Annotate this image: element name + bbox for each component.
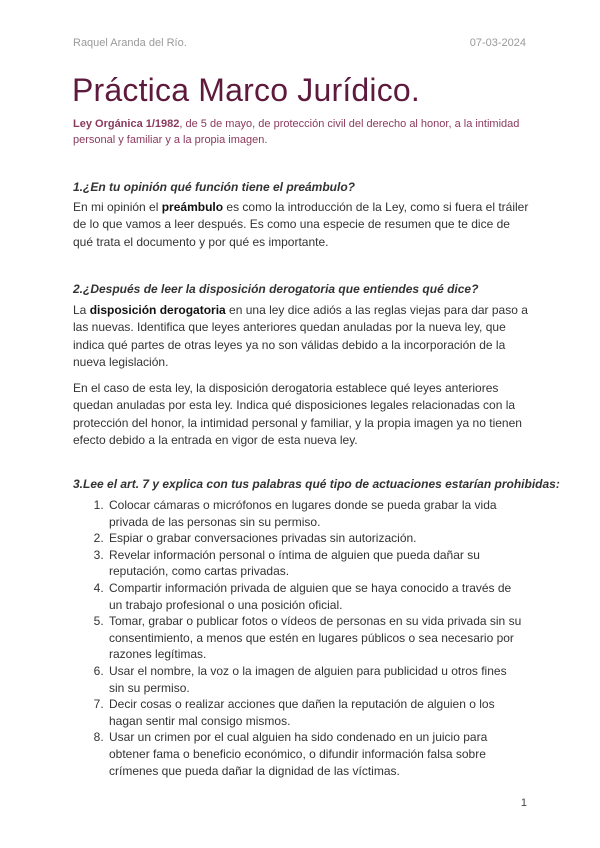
list-item: 7. Decir cosas o realizar acciones que dañen la reputación de alguien o los hagan sentir mal consigo mismos. (107, 696, 525, 729)
law-description: , de 5 de mayo, de protección civil del derecho al honor, a la intimidad personal y familiar y a la propia imagen. (73, 118, 520, 146)
list-item: 5. Tomar, grabar o publicar fotos o vídeos de personas en su vida privada sin su consentimiento, a menos que estén en lugares públicos o sea necesario por razones legítimas. (107, 613, 525, 663)
header-date: 07-03-2024 (469, 37, 526, 49)
answer-1 (73, 199, 529, 251)
answer-1-post: es como la introducción de la Ley, como si fuera el tráiler de lo que vamos a leer después. Es como una especie de resumen que te dice de qué trata el documento y por qué es importante. (73, 200, 529, 249)
list-item: 8. Usar un crimen por el cual alguien ha sido condenado en un juicio para obtener fama o beneficio económico, o difundir información falsa sobre crímenes que pueda dañar la dignidad de las víctimas. (107, 729, 525, 779)
answer-1-pre: En mi opinión el (73, 200, 162, 214)
page-number: 1 (520, 797, 527, 809)
question-1: 1.¿En tu opinión qué función tiene el preámbulo? (73, 180, 355, 194)
prohibited-actions-list (73, 497, 525, 779)
page-subtitle (73, 116, 533, 148)
header-author: Raquel Aranda del Río. (73, 37, 187, 49)
answer-2-paragraph-2: En el caso de esta ley, la disposición derogatoria establece qué leyes anteriores quedan anuladas por esta ley. Indica qué disposiciones legales relacionadas con la protección del honor, la intimidad personal y familiar, y la propia imagen ya no tienen efecto debido a la entrada en vigor de esta nueva ley. (73, 381, 522, 447)
law-reference: Ley Orgánica 1/1982 (73, 118, 180, 130)
list-item: 3. Revelar información personal o íntima de alguien que pueda dañar su reputación, como cartas privadas. (107, 547, 525, 580)
list-item: 1. Colocar cámaras o micrófonos en lugares donde se pueda grabar la vida privada de las personas sin su permiso. (107, 497, 525, 530)
question-3: 3.Lee el art. 7 y explica con tus palabras qué tipo de actuaciones estarían prohibidas: (73, 477, 560, 491)
page-title: Práctica Marco Jurídico. (72, 72, 421, 108)
list-item: 6. Usar el nombre, la voz o la imagen de alguien para publicidad u otros fines sin su permiso. (107, 663, 525, 696)
answer-2-term: disposición derogatoria (89, 303, 226, 317)
answer-2-pre: La (73, 303, 90, 317)
answer-1-term: preámbulo (161, 200, 224, 214)
answer-2-paragraph-1 (73, 302, 529, 371)
question-2: 2.¿Después de leer la disposición derogatoria que entiendes qué dice? (73, 282, 479, 296)
list-item: 4. Compartir información privada de alguien que se haya conocido a través de un trabajo profesional o una posición oficial. (107, 580, 525, 613)
answer-2-post: en una ley dice adiós a las reglas viejas para dar paso a las nuevas. Identifica que leyes anteriores quedan anuladas por la nueva ley, que indica qué partes de otras leyes ya no son válidas debido a la incorporación de la nueva legislación. (73, 303, 528, 369)
list-item: 2. Espiar o grabar conversaciones privadas sin autorización. (107, 530, 525, 547)
